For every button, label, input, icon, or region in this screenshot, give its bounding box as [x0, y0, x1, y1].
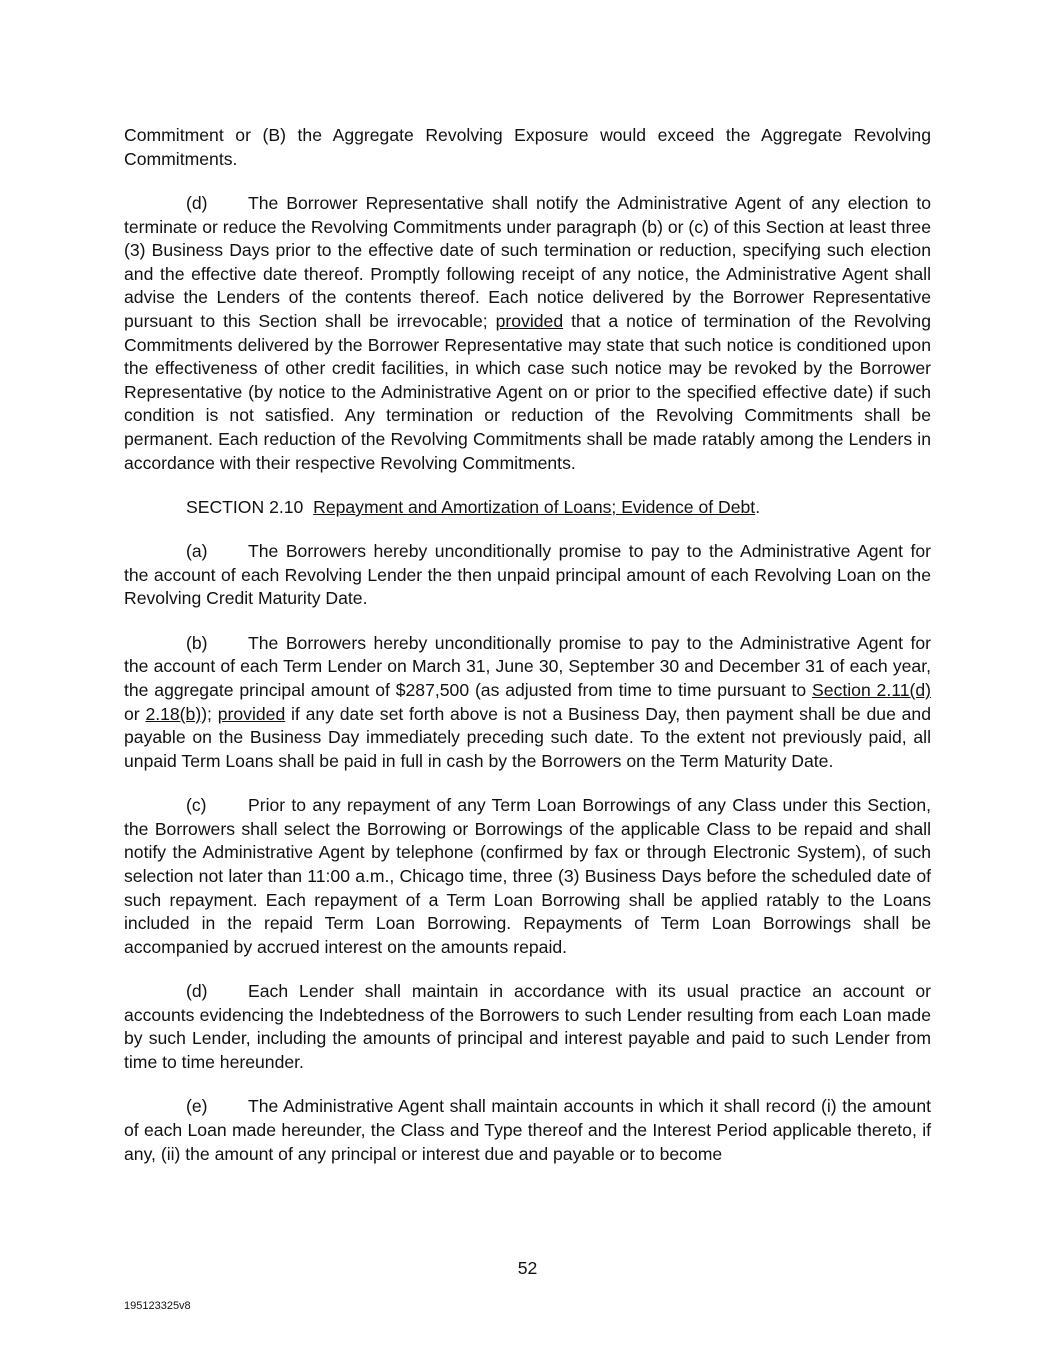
paragraph-label: (e)	[186, 1096, 208, 1117]
section-title-period: .	[755, 496, 761, 517]
paragraph-label: (b)	[186, 632, 208, 653]
paragraph-label: (c)	[186, 795, 207, 816]
paragraph-text: The Borrower Representative shall notify the Administrative Agent of any election to terminate or reduce the Revolving Commitments under paragraph (b) or (c) of this Section at least three (3) Business Days prior to the effective date of such termination or reduction, specifying such election and the effective date thereof. Promptly following receipt of any notice, the Administrative Agent shall advise the Lenders of the contents thereof. Each notice delivered by the Borrower Representative pursuant to this Section shall be irrevocable;	[124, 192, 931, 331]
paragraph-text: or	[124, 703, 146, 724]
section-reference-2-18b: 2.18(b)	[145, 703, 202, 724]
paragraph-text: The Borrowers hereby unconditionally promise to pay to the Administrative Agent for the account of each Revolving Lender the then unpaid principal amount of each Revolving Loan on the Revolving Credit Maturity Date.	[124, 541, 931, 609]
section-title: Repayment and Amortization of Loans; Evidence of Debt	[313, 496, 756, 517]
paragraph-d-lender-accounts	[124, 980, 931, 1074]
page-number: 52	[517, 1258, 538, 1278]
paragraph-text: The Administrative Agent shall maintain accounts in which it shall record (i) the amount of each Loan made hereunder, the Class and Type thereof and the Interest Period applicable thereto, if any, (ii) the amount of any principal or interest due and payable or to become	[124, 1096, 931, 1164]
paragraph-label: (a)	[186, 541, 208, 562]
document-page	[124, 124, 931, 1166]
paragraph-text: if any date set forth above is not a Business Day, then payment shall be due and payable on the Business Day immediately preceding such date. To the extent not previously paid, all unpaid Term Loans shall be paid in full in cash by the Borrowers on the Term Maturity Date.	[124, 703, 931, 771]
paragraph-c-repayment-selection	[124, 794, 931, 959]
intro-paragraph: Commitment or (B) the Aggregate Revolving Exposure would exceed the Aggregate Revolving Commitments.	[124, 125, 931, 169]
paragraph-label: (d)	[186, 981, 208, 1002]
paragraph-e-agent-accounts	[124, 1095, 931, 1166]
paragraph-text: Each Lender shall maintain in accordance with its usual practice an account or accounts evidencing the Indebtedness of the Borrowers to such Lender resulting from each Loan made by such Lender, including the amounts of principal and interest payable and paid to such Lender from time to time hereunder.	[124, 981, 931, 1072]
paragraph-text: Prior to any repayment of any Term Loan Borrowings of any Class under this Section, the Borrowers shall select the Borrowing or Borrowings of the applicable Class to be repaid and shall notify the Administrative Agent by telephone (confirmed by fax or through Electronic System), of such selection not later than 11:00 a.m., Chicago time, three (3) Business Days before the scheduled date of such repayment. Each repayment of a Term Loan Borrowing shall be applied ratably to the Loans included in the repaid Term Loan Borrowing. Repayments of Term Loan Borrowings shall be accompanied by accrued interest on the amounts repaid.	[124, 795, 931, 957]
paragraph-a-revolving-repayment	[124, 540, 931, 611]
paragraph-d-termination-notice	[124, 192, 931, 475]
section-reference-2-11d: Section 2.11(d)	[812, 680, 932, 701]
document-id: 195123325v8	[124, 1300, 191, 1312]
section-heading	[124, 496, 931, 520]
paragraph-text: that a notice of termination of the Revolving Commitments delivered by the Borrower Representative may state that such notice is conditioned upon the effectiveness of other credit facilities, in which case such notice may be revoked by the Borrower Representative (by notice to the Administrative Agent on or prior to the specified effective date) if such condition is not satisfied. Any termination or reduction of the Revolving Commitments shall be permanent. Each reduction of the Revolving Commitments shall be made ratably among the Lenders in accordance with their respective Revolving Commitments.	[124, 310, 931, 473]
provided-term: provided	[217, 703, 286, 724]
provided-term: provided	[495, 310, 564, 331]
paragraph-label: (d)	[186, 192, 208, 213]
paragraph-text: The Borrowers hereby unconditionally promise to pay to the Administrative Agent for the account of each Term Lender on March 31, June 30, September 30 and December 31 of each year, the aggregate principal amount of $287,500 (as adjusted from time to time pursuant to	[124, 632, 931, 701]
paragraph-text: );	[201, 703, 218, 724]
section-number: SECTION 2.10	[186, 496, 304, 517]
paragraph-b-term-amortization	[124, 632, 931, 774]
